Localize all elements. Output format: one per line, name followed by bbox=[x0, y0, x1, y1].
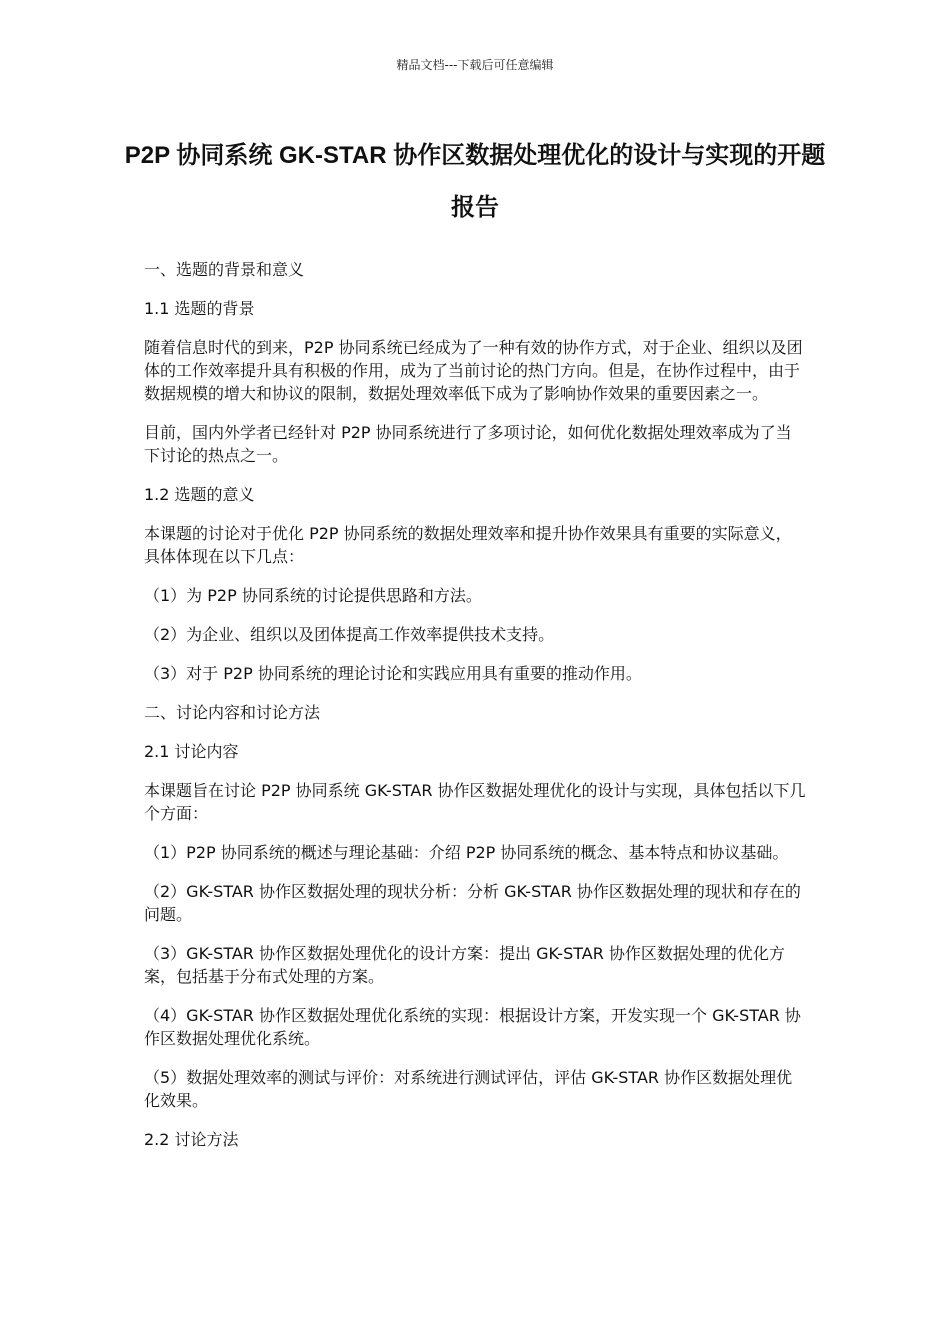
paragraph-background-1: 随着信息时代的到来，P2P 协同系统已经成为了一种有效的协作方式，对于企业、组织以及团体的工作效率提升具有积极的作用，成为了当前讨论的热门方向。但是，在协作过程中，由于数据规模的增大和协议的限制，数据处理效率低下成为了影响协作效果的重要因素之一。 bbox=[144, 338, 803, 403]
list-item-significance-3: （3）对于 P2P 协同系统的理论讨论和实践应用具有重要的推动作用。 bbox=[144, 664, 642, 683]
section-heading-2: 二、讨论内容和讨论方法 bbox=[144, 703, 321, 722]
list-item-content-3: （3）GK-STAR 协作区数据处理优化的设计方案：提出 GK-STAR 协作区数据处理的优化方案，包括基于分布式处理的方案。 bbox=[144, 944, 785, 986]
list-item-content-1: （1）P2P 协同系统的概述与理论基础：介绍 P2P 协同系统的概念、基本特点和协议基础。 bbox=[144, 843, 789, 862]
paragraph-background-2: 目前，国内外学者已经针对 P2P 协同系统进行了多项讨论，如何优化数据处理效率成为了当下讨论的热点之一。 bbox=[144, 423, 792, 465]
document-title: P2P 协同系统 GK-STAR 协作区数据处理优化的设计与实现的开题报告 bbox=[124, 142, 826, 221]
section-heading-1: 一、选题的背景和意义 bbox=[144, 260, 305, 279]
list-item-significance-2: （2）为企业、组织以及团体提高工作效率提供技术支持。 bbox=[144, 625, 555, 644]
header-note: 精品文档---下载后可任意编辑 bbox=[396, 58, 554, 72]
subsection-heading-1-2: 1.2 选题的意义 bbox=[144, 485, 255, 504]
list-item-content-5: （5）数据处理效率的测试与评价：对系统进行测试评估，评估 GK-STAR 协作区数据处理优化效果。 bbox=[144, 1068, 793, 1110]
document-body bbox=[144, 258, 806, 1167]
paragraph-significance: 本课题的讨论对于优化 P2P 协同系统的数据处理效率和提升协作效果具有重要的实际意义，具体体现在以下几点： bbox=[144, 524, 792, 566]
subsection-heading-2-2: 2.2 讨论方法 bbox=[144, 1130, 239, 1149]
list-item-content-4: （4）GK-STAR 协作区数据处理优化系统的实现：根据设计方案，开发实现一个 GK-STAR 协作区数据处理优化系统。 bbox=[144, 1006, 801, 1048]
paragraph-content-intro: 本课题旨在讨论 P2P 协同系统 GK-STAR 协作区数据处理优化的设计与实现，具体包括以下几个方面： bbox=[144, 781, 806, 823]
list-item-significance-1: （1）为 P2P 协同系统的讨论提供思路和方法。 bbox=[144, 586, 482, 605]
subsection-heading-1-1: 1.1 选题的背景 bbox=[144, 299, 255, 318]
subsection-heading-2-1: 2.1 讨论内容 bbox=[144, 742, 239, 761]
list-item-content-2: （2）GK-STAR 协作区数据处理的现状分析：分析 GK-STAR 协作区数据处理的现状和存在的问题。 bbox=[144, 882, 801, 924]
